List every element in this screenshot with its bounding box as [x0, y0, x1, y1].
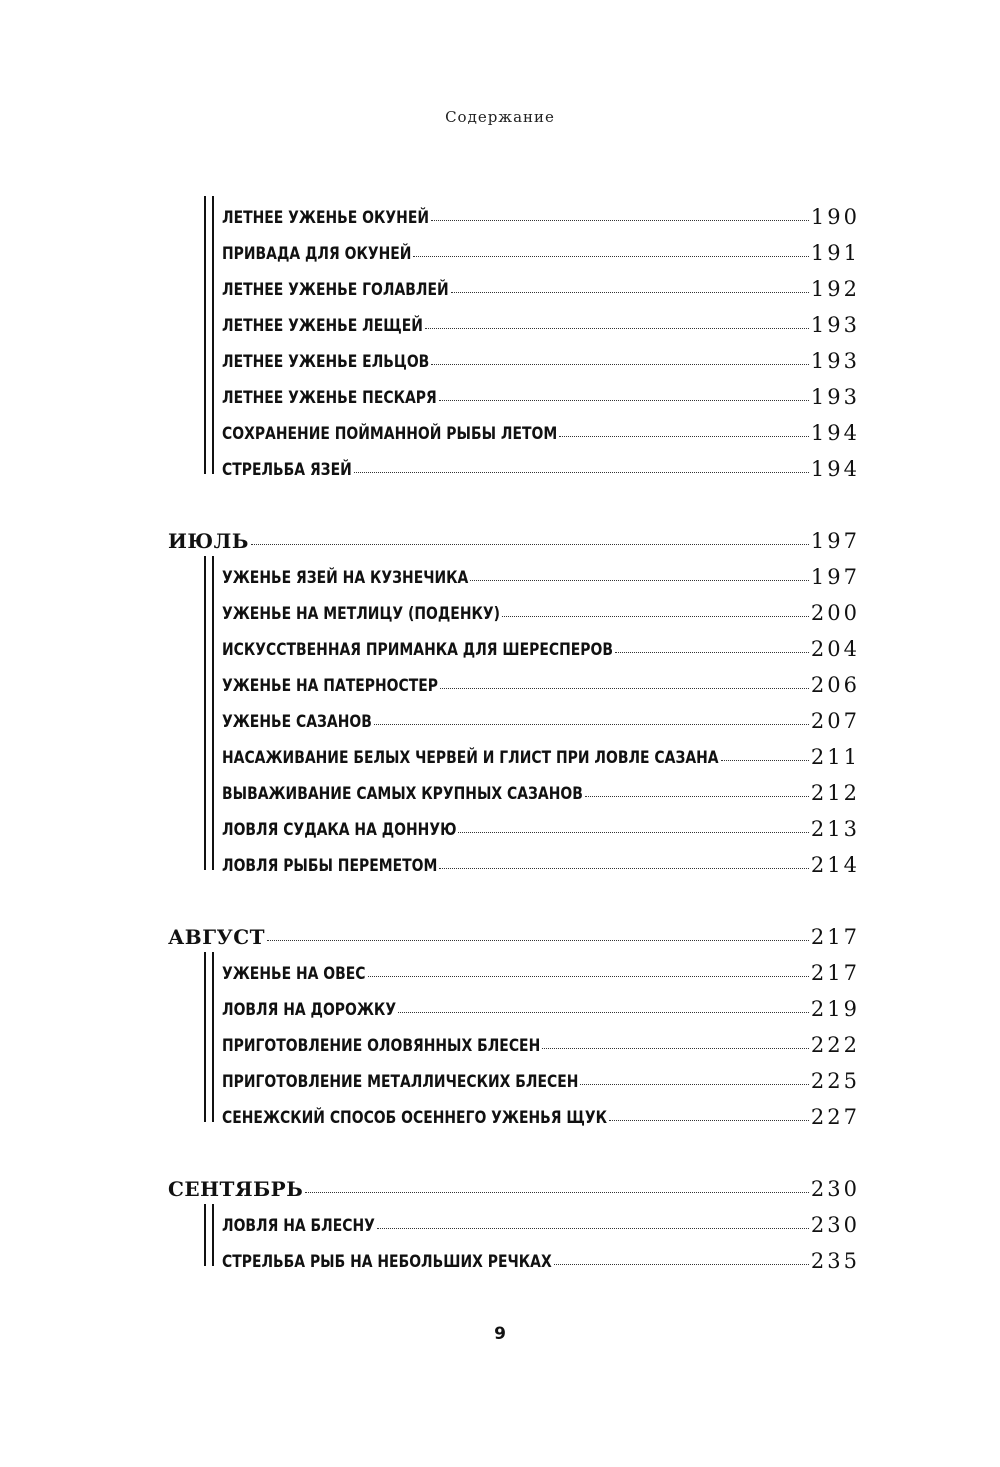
dot-leader	[305, 1192, 809, 1193]
toc-entry-row	[222, 982, 860, 1021]
toc-entry-row	[222, 730, 860, 769]
page-ref: 200	[810, 601, 860, 625]
entry-title: ЛОВЛЯ РЫБЫ ПЕРЕМЕТОМ	[222, 856, 438, 876]
page-ref: 193	[810, 349, 860, 373]
page-ref: 206	[810, 673, 860, 697]
dot-leader	[458, 832, 808, 833]
page-ref: 214	[810, 853, 860, 877]
page-ref: 235	[810, 1249, 860, 1273]
entry-title: СОХРАНЕНИЕ ПОЙМАННОЙ РЫБЫ ЛЕТОМ	[222, 424, 558, 444]
page-ref: 212	[810, 781, 860, 805]
toc-entry-row	[222, 1198, 860, 1237]
entry-title: ЛЕТНЕЕ УЖЕНЬЕ ЕЛЬЦОВ	[222, 352, 430, 372]
section-rule	[204, 196, 214, 474]
chapter-title: АВГУСТ	[168, 925, 266, 949]
running-header: Содержание	[445, 108, 555, 126]
page-number: 9	[494, 1324, 506, 1344]
entry-title: УЖЕНЬЕ НА ПАТЕРНОСТЕР	[222, 676, 439, 696]
dot-leader	[431, 364, 809, 365]
entry-title: ВЫВАЖИВАНИЕ САМЫХ КРУПНЫХ САЗАНОВ	[222, 784, 583, 804]
dot-leader	[502, 616, 809, 617]
toc-entry-row	[222, 946, 860, 985]
entry-title: УЖЕНЬЕ САЗАНОВ	[222, 712, 372, 732]
page-ref: 197	[810, 529, 860, 553]
entry-title: ПРИГОТОВЛЕНИЕ ОЛОВЯННЫХ БЛЕСЕН	[222, 1036, 541, 1056]
page-ref: 227	[810, 1105, 860, 1129]
page-ref: 191	[810, 241, 860, 265]
page-ref: 204	[810, 637, 860, 661]
dot-leader	[377, 1228, 809, 1229]
dot-leader	[439, 400, 809, 401]
toc-entry-row	[222, 694, 860, 733]
chapter-title: СЕНТЯБРЬ	[168, 1177, 304, 1201]
entry-title: УЖЕНЬЕ НА МЕТЛИЦУ (ПОДЕНКУ)	[222, 604, 501, 624]
toc-entry-row	[222, 1090, 860, 1129]
toc-entry-row	[222, 1054, 860, 1093]
page-ref: 193	[810, 385, 860, 409]
toc-entry-row	[222, 550, 860, 589]
dot-leader	[440, 688, 809, 689]
toc-entry-row	[222, 586, 860, 625]
entry-title: ПРИВАДА ДЛЯ ОКУНЕЙ	[222, 244, 412, 264]
dot-leader	[585, 796, 809, 797]
section-rule	[204, 556, 214, 870]
dot-leader	[451, 292, 809, 293]
page-ref: 194	[810, 457, 860, 481]
toc-entry-row	[222, 766, 860, 805]
page-ref: 225	[810, 1069, 860, 1093]
dot-leader	[374, 724, 809, 725]
page-ref: 192	[810, 277, 860, 301]
dot-leader	[580, 1084, 809, 1085]
page-ref: 197	[810, 565, 860, 589]
page-ref: 194	[810, 421, 860, 445]
toc-chapter-row	[168, 1162, 860, 1201]
entry-title: ЛОВЛЯ СУДАКА НА ДОННУЮ	[222, 820, 457, 840]
dot-leader	[559, 436, 809, 437]
entry-title: ИСКУССТВЕННАЯ ПРИМАНКА ДЛЯ ШЕРЕСПЕРОВ	[222, 640, 613, 660]
page-ref: 217	[810, 961, 860, 985]
toc-entry-row	[222, 298, 860, 337]
entry-title: УЖЕНЬЕ ЯЗЕЙ НА КУЗНЕЧИКА	[222, 568, 469, 588]
toc-entry-row	[222, 262, 860, 301]
toc-entry-row	[222, 622, 860, 661]
entry-title: ПРИГОТОВЛЕНИЕ МЕТАЛЛИЧЕСКИХ БЛЕСЕН	[222, 1072, 579, 1092]
entry-title: ЛЕТНЕЕ УЖЕНЬЕ ПЕСКАРЯ	[222, 388, 437, 408]
toc-entry-row	[222, 370, 860, 409]
page-ref: 230	[810, 1213, 860, 1237]
entry-title: УЖЕНЬЕ НА ОВЕС	[222, 964, 366, 984]
toc-chapter-row	[168, 910, 860, 949]
page-ref: 222	[810, 1033, 860, 1057]
toc-entry-row	[222, 802, 860, 841]
toc-entry-row	[222, 226, 860, 265]
toc-entry-row	[222, 1018, 860, 1057]
dot-leader	[431, 220, 809, 221]
page-ref: 211	[810, 745, 860, 769]
dot-leader	[398, 1012, 809, 1013]
section-rule	[204, 952, 214, 1122]
page-ref: 219	[810, 997, 860, 1021]
entry-title: ЛОВЛЯ НА БЛЕСНУ	[222, 1216, 375, 1236]
page-ref: 217	[810, 925, 860, 949]
dot-leader	[609, 1120, 809, 1121]
toc-entry-row	[222, 658, 860, 697]
dot-leader	[439, 868, 809, 869]
toc-entry-row	[222, 406, 860, 445]
chapter-title: ИЮЛЬ	[168, 529, 249, 553]
dot-leader	[251, 544, 809, 545]
entry-title: ЛОВЛЯ НА ДОРОЖКУ	[222, 1000, 397, 1020]
toc-entry-row	[222, 1234, 860, 1273]
toc-entry-row	[222, 334, 860, 373]
dot-leader	[470, 580, 808, 581]
toc-entry-row	[222, 190, 860, 229]
entry-title: НАСАЖИВАНИЕ БЕЛЫХ ЧЕРВЕЙ И ГЛИСТ ПРИ ЛОВЛЕ САЗАНА	[222, 748, 719, 768]
dot-leader	[615, 652, 809, 653]
page-ref: 207	[810, 709, 860, 733]
dot-leader	[368, 976, 809, 977]
entry-title: СЕНЕЖСКИЙ СПОСОБ ОСЕННЕГО УЖЕНЬЯ ЩУК	[222, 1108, 608, 1128]
dot-leader	[413, 256, 808, 257]
dot-leader	[554, 1264, 809, 1265]
dot-leader	[542, 1048, 809, 1049]
entry-title: ЛЕТНЕЕ УЖЕНЬЕ ГОЛАВЛЕЙ	[222, 280, 449, 300]
page-ref: 193	[810, 313, 860, 337]
toc-entry-row	[222, 838, 860, 877]
page-ref: 190	[810, 205, 860, 229]
toc-chapter-row	[168, 514, 860, 553]
entry-title: ЛЕТНЕЕ УЖЕНЬЕ ЛЕЩЕЙ	[222, 316, 423, 336]
dot-leader	[267, 940, 809, 941]
entry-title: ЛЕТНЕЕ УЖЕНЬЕ ОКУНЕЙ	[222, 208, 430, 228]
page-ref: 213	[810, 817, 860, 841]
entry-title: СТРЕЛЬБА РЫБ НА НЕБОЛЬШИХ РЕЧКАХ	[222, 1252, 552, 1272]
dot-leader	[354, 472, 809, 473]
dot-leader	[721, 760, 809, 761]
section-rule	[204, 1204, 214, 1266]
dot-leader	[425, 328, 809, 329]
toc-entry-row	[222, 442, 860, 481]
entry-title: СТРЕЛЬБА ЯЗЕЙ	[222, 460, 352, 480]
page-ref: 230	[810, 1177, 860, 1201]
